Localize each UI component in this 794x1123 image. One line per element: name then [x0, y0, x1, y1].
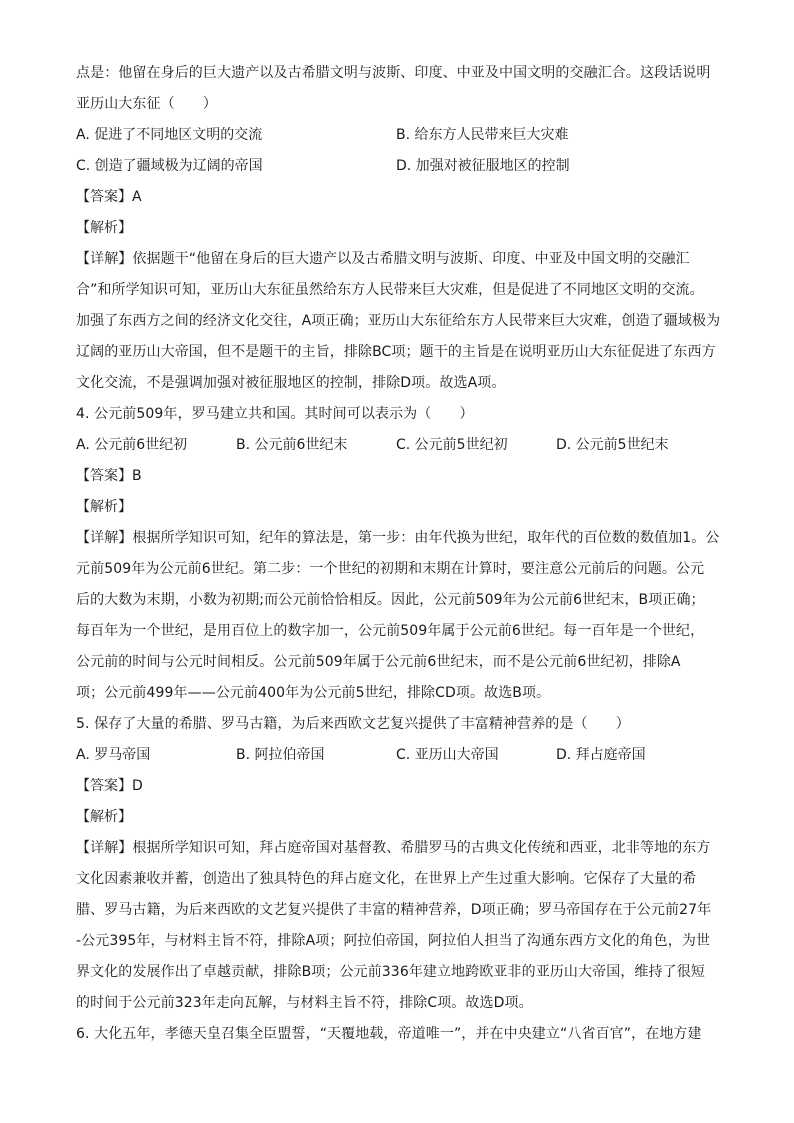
option-c: C. 公元前5世纪初	[396, 437, 508, 453]
detail-line: 腊、罗马古籍，为后来西欧的文艺复兴提供了丰富的精神营养，D项正确；罗马帝国存在于公元前27年	[76, 902, 712, 918]
options-row	[76, 120, 716, 151]
analysis-label: 【解析】	[76, 220, 132, 236]
option-a: A. 罗马帝国	[76, 747, 151, 763]
detail-line: 每百年为一个世纪，是用百位上的数字加一，公元前509年属于公元前6世纪。每一百年是一个世纪，	[76, 623, 705, 639]
detail-line: 文化交流，不是强调加强对被征服地区的控制，排除D项。故选A项。	[76, 375, 506, 391]
analysis-label: 【解析】	[76, 499, 132, 515]
question-stem-line: 点是：他留在身后的巨大遗产以及古希腊文明与波斯、印度、中亚及中国文明的交融汇合。这段话说明	[76, 65, 711, 81]
options-row	[76, 430, 716, 461]
option-b: B. 给东方人民带来巨大灾难	[396, 127, 569, 143]
options-row	[76, 151, 716, 182]
option-b: B. 公元前6世纪末	[236, 437, 348, 453]
answer-label: 【答案】B	[76, 468, 142, 484]
question-stem-line: 4. 公元前509年，罗马建立共和国。其时间可以表示为（ ）	[76, 406, 474, 422]
option-b: B. 阿拉伯帝国	[236, 747, 325, 763]
detail-line: -公元395年，与材料主旨不符，排除A项；阿拉伯帝国，阿拉伯人担当了沟通东西方文化的角色，为世	[76, 933, 711, 949]
options-row	[76, 740, 716, 771]
option-d: D. 公元前5世纪末	[556, 437, 669, 453]
option-a: A. 公元前6世纪初	[76, 437, 188, 453]
detail-line: 项；公元前499年——公元前400年为公元前5世纪，排除CD项。故选B项。	[76, 685, 551, 701]
detail-line: 后的大数为末期，小数为初期;而公元前恰恰相反。因此，公元前509年为公元前6世纪末，B项正确；	[76, 592, 705, 608]
detail-line: 的时间于公元前323年走向瓦解，与材料主旨不符，排除C项。故选D项。	[76, 995, 533, 1011]
answer-label: 【答案】D	[76, 778, 143, 794]
answer-label: 【答案】A	[76, 189, 142, 205]
detail-line: 公元前的时间与公元时间相反。公元前509年属于公元前6世纪末，而不是公元前6世纪初，排除A	[76, 654, 681, 670]
question-stem-line: 亚历山大东征（ ）	[76, 96, 217, 112]
detail-line: 元前509年为公元前6世纪。第二步：一个世纪的初期和末期在计算时，要注意公元前后的问题。公元	[76, 561, 705, 577]
option-d: D. 拜占庭帝国	[556, 747, 646, 763]
document-page	[76, 58, 721, 1050]
detail-line: 【详解】根据所学知识可知，纪年的算法是，第一步：由年代换为世纪，取年代的百位数的数值加1。公	[76, 530, 720, 546]
question-3	[76, 58, 721, 399]
question-4	[76, 399, 720, 709]
detail-line: 合”和所学知识可知，亚历山大东征虽然给东方人民带来巨大灾难，但是促进了不同地区文明的交流。	[76, 282, 704, 298]
detail-line: 【详解】根据所学知识可知，拜占庭帝国对基督教、希腊罗马的古典文化传统和西亚，北非等地的东方	[76, 840, 711, 856]
question-stem-line: 5. 保存了大量的希腊、罗马古籍，为后来西欧文艺复兴提供了丰富精神营养的是（ ）	[76, 716, 630, 732]
option-c: C. 创造了疆域极为辽阔的帝国	[76, 158, 263, 174]
analysis-label: 【解析】	[76, 809, 132, 825]
option-a: A. 促进了不同地区文明的交流	[76, 127, 263, 143]
detail-line: 界文化的发展作出了卓越贡献，排除B项；公元前336年建立地跨欧亚非的亚历山大帝国，维持了很短	[76, 964, 705, 980]
detail-line: 辽阔的亚历山大帝国，但不是题干的主旨，排除BC项；题干的主旨是在说明亚历山大东征促进了东西方	[76, 344, 716, 360]
option-c: C. 亚历山大帝国	[396, 747, 499, 763]
question-5	[76, 709, 716, 1019]
detail-line: 【详解】依据题干“他留在身后的巨大遗产以及古希腊文明与波斯、印度、中亚及中国文明的交融汇	[76, 251, 690, 267]
question-stem-line: 6. 大化五年，孝德天皇召集全臣盟誓，“天覆地载，帝道唯一”，并在中央建立“八省百官”，在地方建	[76, 1026, 702, 1042]
question-6	[76, 1019, 716, 1050]
detail-line: 文化因素兼收并蓄，创造出了独具特色的拜占庭文化，在世界上产生过重大影响。它保存了大量的希	[76, 871, 697, 887]
option-d: D. 加强对被征服地区的控制	[396, 158, 570, 174]
detail-line: 加强了东西方之间的经济文化交往，A项正确；亚历山大东征给东方人民带来巨大灾难，创造了疆域极为	[76, 313, 721, 329]
